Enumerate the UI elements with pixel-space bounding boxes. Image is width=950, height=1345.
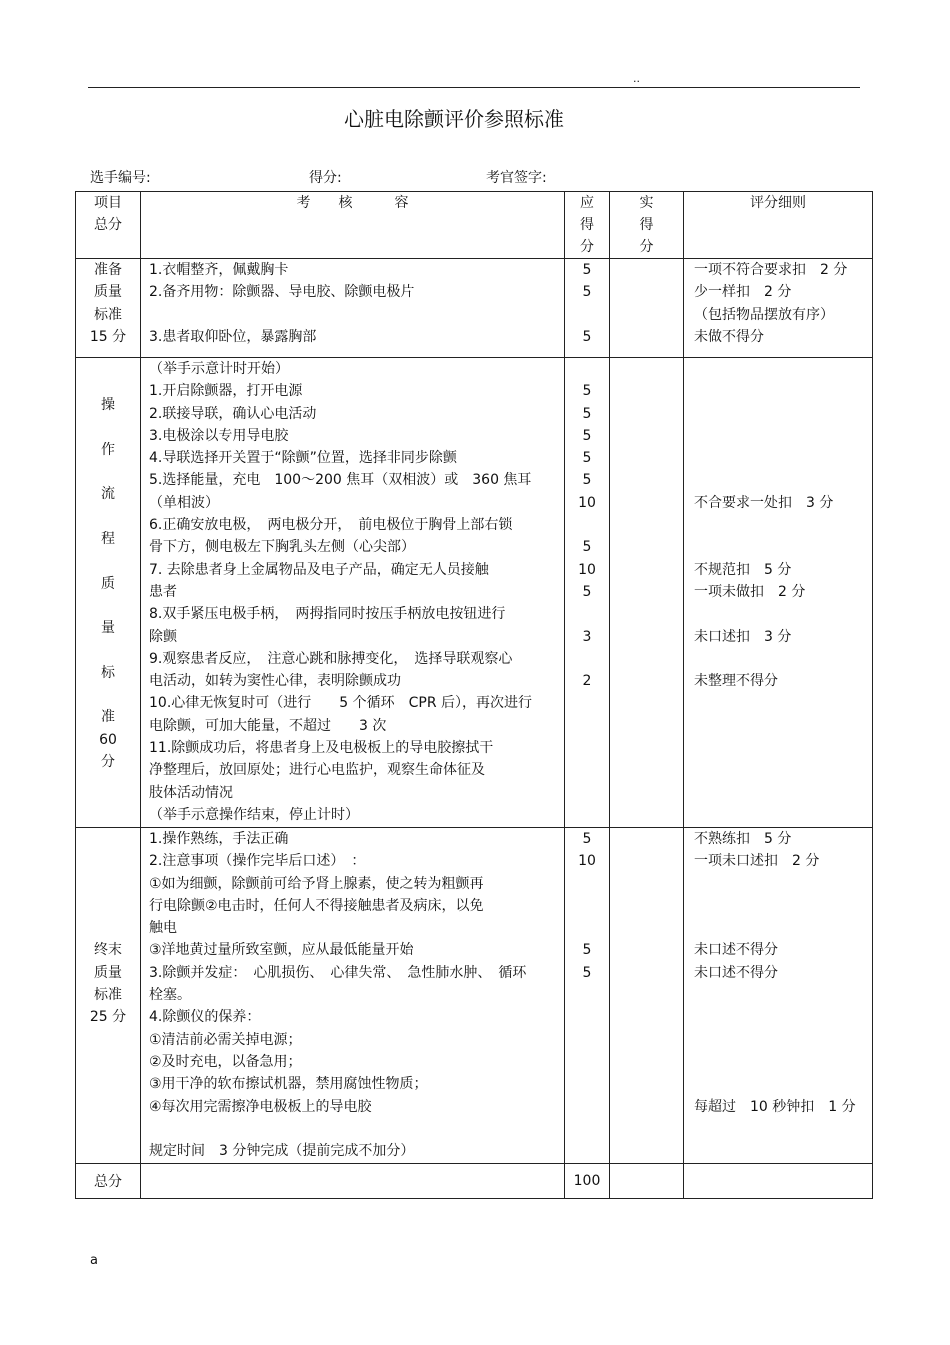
text-line: 5 — [582, 450, 592, 467]
text-line: 每超过 10 秒钟扣 1 分 — [694, 1098, 856, 1115]
text-line — [694, 403, 872, 425]
preparation-category-lines — [76, 259, 140, 357]
final-content-lines — [149, 828, 564, 1163]
text-line — [76, 640, 140, 662]
operation-content-cell — [141, 358, 565, 828]
text-line — [694, 469, 872, 491]
total-label-cell: 总分 — [76, 1164, 141, 1199]
text-line: 10 — [578, 494, 596, 511]
text-line: 5 — [582, 262, 592, 278]
text-line — [694, 759, 872, 781]
player-number-label: 选手编号: — [90, 170, 151, 186]
preparation-actual-score-cell — [610, 259, 684, 358]
text-line: 肢体活动情况 — [149, 784, 233, 801]
text-line — [694, 1006, 872, 1028]
text-line — [76, 773, 140, 795]
operation-score-lines — [565, 358, 609, 827]
text-line: ③洋地黄过量所致室颤，应从最低能量开始 — [149, 942, 414, 959]
text-line — [76, 417, 140, 439]
text-line — [565, 692, 609, 714]
text-line — [694, 514, 872, 536]
text-line: 2.注意事项（操作完毕后口述） ： — [149, 853, 366, 870]
header-dots: .. — [633, 72, 640, 85]
text-line: 一项未口述扣 2 分 — [694, 853, 820, 870]
total-score-cell: 100 — [565, 1164, 610, 1199]
text-line: 3.患者取仰卧位，暴露胸部 — [149, 328, 317, 345]
text-line: 4.除颤仪的保养： — [149, 1009, 261, 1026]
preparation-content-cell — [141, 259, 565, 358]
text-line: 少一样扣 2 分 — [694, 284, 792, 301]
text-line: 9.观察患者反应， 注意心跳和脉搏变化， 选择导联观察心 — [149, 650, 513, 667]
section-operation-row — [76, 358, 873, 828]
text-line: 10 — [578, 853, 596, 870]
text-line — [76, 917, 140, 939]
header-should-line: 分 — [580, 239, 594, 255]
text-line — [76, 550, 140, 572]
text-line: 4.导联选择开关置于“除颤”位置，选择非同步除颤 — [149, 450, 457, 467]
text-line — [76, 372, 140, 394]
operation-rules-cell — [684, 358, 873, 828]
text-line — [694, 984, 872, 1006]
text-line — [76, 595, 140, 617]
operation-rules-lines — [694, 358, 872, 827]
text-line — [76, 461, 140, 483]
preparation-category-cell — [76, 259, 141, 358]
operation-content-lines — [149, 358, 564, 827]
text-line: 1.操作熟练，手法正确 — [149, 831, 289, 847]
text-line: 5 — [582, 539, 592, 556]
text-line: 10.心律无恢复时可（进行 5 个循环 CPR 后），再次进行 — [149, 695, 533, 712]
text-line — [694, 603, 872, 625]
text-line — [565, 1073, 609, 1095]
text-line: 作 — [101, 441, 115, 458]
text-line: 5 — [582, 383, 592, 400]
text-line: 分 — [101, 754, 115, 771]
text-line: 1.衣帽整齐，佩戴胸卡 — [149, 262, 289, 278]
text-line — [565, 603, 609, 625]
text-line — [565, 873, 609, 895]
text-line: 3 — [582, 628, 592, 645]
preparation-content-lines — [149, 259, 564, 357]
text-line — [694, 804, 872, 826]
final-score-lines — [565, 828, 609, 1163]
final-rules-lines — [694, 828, 872, 1163]
text-line — [694, 873, 872, 895]
text-line — [565, 895, 609, 917]
text-line: 5 — [582, 284, 592, 301]
text-line: 标准 — [94, 987, 122, 1004]
header-rule — [88, 87, 860, 88]
text-line: 2 — [582, 673, 592, 690]
text-line — [694, 447, 872, 469]
text-line: （包括物品摆放有序） — [694, 306, 834, 323]
text-line: 25 分 — [89, 1009, 127, 1026]
text-line: （单相波） — [149, 494, 219, 511]
text-line: 1.开启除颤器，打开电源 — [149, 383, 303, 400]
evaluation-table — [75, 191, 873, 1199]
footer-mark: a — [90, 1253, 98, 1268]
header-should-line: 得 — [580, 217, 594, 233]
text-line — [565, 917, 609, 939]
text-line: 电活动，如转为窦性心律，表明除颤成功 — [149, 673, 401, 690]
text-line — [694, 737, 872, 759]
text-line: 不熟练扣 5 分 — [694, 831, 792, 847]
final-category-lines — [76, 828, 140, 1163]
text-line: ②及时充电，以备急用； — [149, 1053, 302, 1070]
text-line — [565, 1140, 609, 1162]
text-line: 10 — [578, 561, 596, 578]
text-line — [565, 648, 609, 670]
text-line: 栓塞。 — [149, 987, 191, 1004]
text-line — [694, 536, 872, 558]
header-item-line: 总分 — [94, 217, 122, 233]
text-line — [694, 1140, 872, 1162]
text-line — [565, 1118, 609, 1140]
preparation-rules-cell — [684, 259, 873, 358]
text-line — [565, 984, 609, 1006]
text-line: 5 — [582, 427, 592, 444]
text-line: 15 分 — [89, 328, 127, 345]
text-line: 电除颤，可加大能量，不超过 3 次 — [149, 717, 387, 734]
text-line: 未口述扣 3 分 — [694, 628, 792, 645]
text-line: 准 — [101, 709, 115, 726]
text-line — [694, 715, 872, 737]
section-preparation-row — [76, 259, 873, 358]
text-line: 终末 — [94, 942, 122, 959]
text-line: 患者 — [149, 583, 177, 600]
text-line — [149, 1118, 564, 1140]
text-line — [565, 737, 609, 759]
text-line: 程 — [101, 531, 115, 548]
header-actual-line: 分 — [639, 239, 654, 255]
text-line: 5 — [582, 472, 592, 489]
text-line — [694, 1051, 872, 1073]
text-line — [694, 1029, 872, 1051]
text-line — [565, 1096, 609, 1118]
text-line — [694, 1118, 872, 1140]
text-line — [694, 917, 872, 939]
text-line: 量 — [101, 620, 115, 637]
preparation-rules-lines — [694, 259, 872, 357]
text-line: 质 — [101, 575, 115, 592]
text-line — [694, 1073, 872, 1095]
text-line: 触电 — [149, 920, 177, 937]
operation-actual-score-cell — [610, 358, 684, 828]
operation-category-lines — [76, 372, 140, 827]
preparation-should-score-cell — [565, 259, 610, 358]
header-actual-score-cell — [610, 192, 684, 259]
text-line: 流 — [101, 486, 115, 503]
text-line: 行电除颤②电击时，任何人不得接触患者及病床，以免 — [149, 897, 484, 914]
text-line — [694, 782, 872, 804]
text-line — [76, 684, 140, 706]
operation-category-cell — [76, 358, 141, 828]
text-line: 5 — [582, 583, 592, 600]
table-header-row — [76, 192, 873, 259]
text-line: 5.选择能量，充电 100～200 焦耳（双相波）或 360 焦耳 — [149, 472, 532, 489]
text-line: ④每次用完需擦净电极板上的导电胶 — [149, 1098, 372, 1115]
text-line — [694, 895, 872, 917]
text-line: 8.双手紧压电极手柄， 两拇指同时按压手柄放电按钮进行 — [149, 606, 506, 623]
text-line — [565, 715, 609, 737]
text-line: 不规范扣 5 分 — [694, 561, 792, 578]
text-line: ①清洁前必需关掉电源； — [149, 1031, 302, 1048]
text-line — [694, 692, 872, 714]
text-line — [565, 759, 609, 781]
header-item-line: 项目 — [94, 195, 122, 211]
text-line: 5 — [582, 405, 592, 422]
preparation-score-lines — [565, 259, 609, 357]
text-line: 操 — [101, 397, 115, 414]
text-line: 标 — [101, 664, 115, 681]
text-line — [565, 782, 609, 804]
page-title: 心脏电除颤评价参照标准 — [344, 107, 564, 131]
section-final-row — [76, 828, 873, 1164]
header-actual-line: 得 — [639, 217, 654, 233]
text-line: 除颤 — [149, 628, 177, 645]
text-line — [76, 873, 140, 895]
text-line: 净整理后，放回原处；进行心电监护，观察生命体征及 — [149, 762, 485, 779]
final-content-cell — [141, 828, 565, 1164]
header-item-cell — [76, 192, 141, 259]
text-line — [565, 514, 609, 536]
final-actual-score-cell — [610, 828, 684, 1164]
text-line: 规定时间 3 分钟完成（提前完成不加分） — [149, 1143, 415, 1160]
header-actual-line: 实 — [639, 195, 654, 211]
text-line: ①如为细颤，除颤前可给予肾上腺素，使之转为粗颤再 — [149, 875, 484, 892]
text-line — [694, 648, 872, 670]
text-line: 5 — [582, 964, 592, 981]
text-line: 5 — [582, 942, 592, 959]
text-line — [694, 425, 872, 447]
text-line: 7. 去除患者身上金属物品及电子产品，确定无人员接触 — [149, 561, 489, 578]
text-line — [565, 1029, 609, 1051]
text-line: 质量 — [94, 964, 122, 981]
text-line: 标准 — [94, 306, 122, 323]
score-label: 得分: — [309, 170, 342, 186]
text-line: 未做不得分 — [694, 328, 764, 345]
text-line: 60 — [99, 731, 117, 748]
text-line — [149, 304, 564, 326]
text-line — [694, 358, 872, 380]
text-line: 5 — [582, 328, 592, 345]
text-line: 一项未做扣 2 分 — [694, 583, 806, 600]
text-line — [565, 358, 609, 380]
text-line — [565, 1051, 609, 1073]
text-line: 未口述不得分 — [694, 942, 778, 959]
total-rules-cell — [684, 1164, 873, 1199]
text-line — [76, 506, 140, 528]
header-rules-cell: 评分细则 — [684, 192, 873, 259]
text-line: （举手示意操作结束，停止计时） — [149, 806, 359, 823]
text-line — [76, 850, 140, 872]
text-line: 6.正确安放电极， 两电极分开， 前电极位于胸骨上部右锁 — [149, 517, 513, 534]
final-rules-cell — [684, 828, 873, 1164]
text-line: （举手示意计时开始） — [149, 361, 289, 377]
header-should-score-cell — [565, 192, 610, 259]
text-line: 2.联接导联，确认心电活动 — [149, 405, 317, 422]
text-line: ③用干净的软布擦试机器，禁用腐蚀性物质； — [149, 1076, 428, 1093]
operation-should-score-cell — [565, 358, 610, 828]
total-actual-score-cell — [610, 1164, 684, 1199]
header-content-cell: 考 核 容 — [141, 192, 565, 259]
total-row — [76, 1164, 873, 1199]
text-line: 骨下方，侧电极左下胸乳头左侧（心尖部） — [149, 539, 415, 556]
examiner-signature-label: 考官签字: — [486, 170, 547, 186]
final-category-cell — [76, 828, 141, 1164]
text-line: 未口述不得分 — [694, 964, 778, 981]
text-line — [565, 1006, 609, 1028]
text-line — [565, 304, 609, 326]
text-line: 质量 — [94, 284, 122, 301]
text-line: 3.电极涂以专用导电胶 — [149, 427, 289, 444]
text-line — [565, 804, 609, 826]
text-line: 3.除颤并发症： 心肌损伤、 心律失常、 急性肺水肿、 循环 — [149, 964, 527, 981]
text-line — [76, 895, 140, 917]
text-line — [76, 828, 140, 850]
text-line: 准备 — [94, 262, 122, 278]
total-content-cell — [141, 1164, 565, 1199]
text-line: 一项不符合要求扣 2 分 — [694, 262, 848, 278]
text-line: 2.备齐用物：除颤器、导电胶、除颤电极片 — [149, 284, 415, 301]
text-line: 未整理不得分 — [694, 673, 778, 690]
text-line: 不合要求一处扣 3 分 — [694, 494, 834, 511]
text-line: 11.除颤成功后，将患者身上及电极板上的导电胶擦拭干 — [149, 740, 494, 757]
header-should-line: 应 — [580, 195, 594, 211]
text-line — [694, 380, 872, 402]
text-line: 5 — [582, 831, 592, 847]
final-should-score-cell — [565, 828, 610, 1164]
